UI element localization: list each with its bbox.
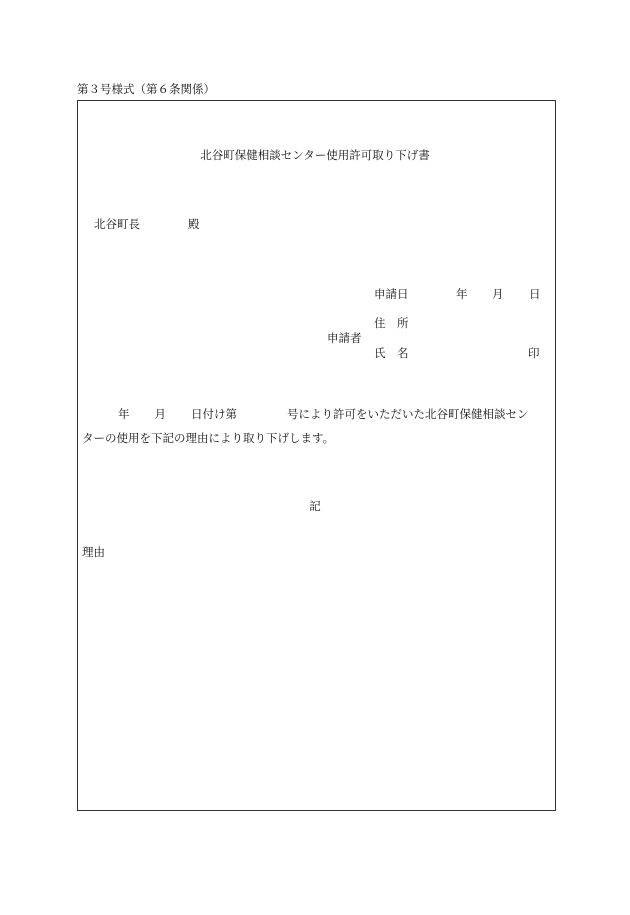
body-year: 年: [118, 407, 130, 421]
body-month: 月: [154, 407, 166, 421]
applicant-name-label: 氏 名: [374, 346, 409, 360]
application-date-day: 日: [529, 287, 541, 301]
application-date-label: 申請日: [374, 287, 409, 301]
body-rest: 号により許可をいただいた北谷町保健相談セン: [287, 407, 529, 421]
application-date-year: 年: [456, 287, 468, 301]
honorific: 殿: [188, 217, 200, 231]
ki-heading: 記: [309, 499, 321, 513]
body-paragraph-line2: ターの使用を下記の理由により取り下げします。: [82, 431, 335, 445]
document-frame: [77, 100, 556, 811]
addressee: 北谷町長: [94, 217, 140, 231]
form-number-label: 第３号様式（第６条関係）: [77, 82, 215, 96]
seal-mark: 印: [528, 346, 540, 360]
applicant-label: 申請者: [327, 331, 362, 345]
application-date-month: 月: [492, 287, 504, 301]
reason-label: 理由: [82, 545, 105, 559]
applicant-address-label: 住 所: [374, 316, 409, 330]
body-paragraph-line1: [82, 409, 529, 421]
body-dated: 日付け第: [191, 407, 237, 421]
document-title: 北谷町保健相談センター使用許可取り下げ書: [200, 148, 430, 162]
